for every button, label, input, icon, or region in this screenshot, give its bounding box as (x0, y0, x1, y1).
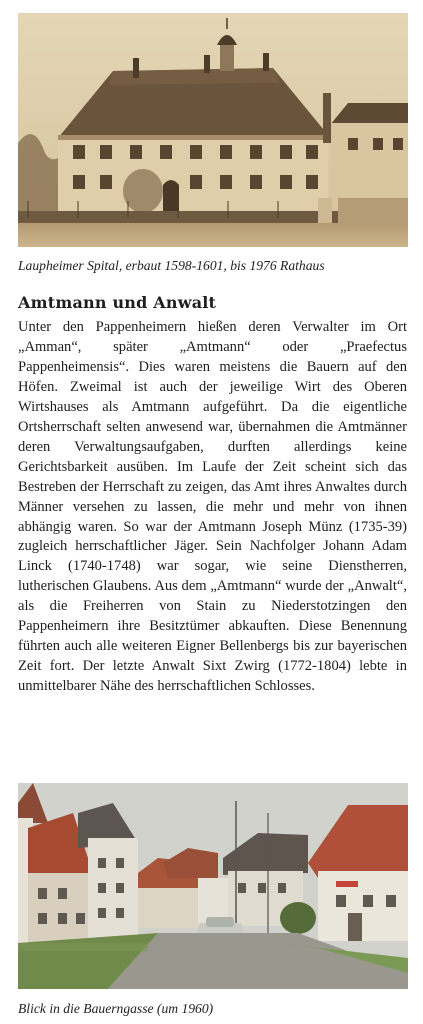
building-photo-image (18, 13, 408, 247)
section-heading: Amtmann und Anwalt (18, 293, 217, 312)
photo-bauerngasse (18, 783, 408, 989)
figure-caption-top: Laupheimer Spital, erbaut 1598-1601, bis 1976 Rathaus (18, 258, 325, 273)
photo-laupheimer-spital (18, 13, 408, 247)
body-paragraph: Unter den Pappenheimern hießen deren Verwalter im Ort „Amman“, später „Amtmann“ oder „Praefectus Pappenheimensis“. Dies waren meistens die Bauern auf den Höfen. Zweimal ist auch der jeweilige Wirt des Oberen Wirtshauses als Amtmann aufgeführt. Da die eigentliche Ortsherrschaft selten anwesend war, übernahmen die Amtmänner deren Verwaltungsaufgaben, durften allerdings keine Gerichtsbarkeit ausüben. Im Laufe der Zeit scheint sich das Bestreben der Herrschaft zu zeigen, das Amt ihres Anwaltes durch Männer versehen zu lassen, die mehr und mehr von ihnen abhängig waren. So war der Amtmann Joseph Münz (1735-39) zugleich herrschaftlicher Jäger. Sein Nachfolger Johann Adam Linck (1740-1748) war sogar, wie seine Dienstherren, lutherischen Glaubens. Aus dem „Amtmann“ wurde der „Anwalt“, als die Freiherren von Stain zu Niederstotzingen den Pappenheimern ihre Besitztümer abkauften. Diese Benennung führten auch alle weiteren Eigner Bellenbergs bis zur bayerischen Zeit fort. Der letzte Anwalt Sixt Zwirg (1772-1804) lebte in unmittelbarer Nähe des herrschaftlichen Schlosses. (18, 319, 407, 695)
figure-caption-bottom: Blick in die Bauerngasse (um 1960) (18, 1001, 214, 1016)
street-photo-image (18, 783, 408, 989)
